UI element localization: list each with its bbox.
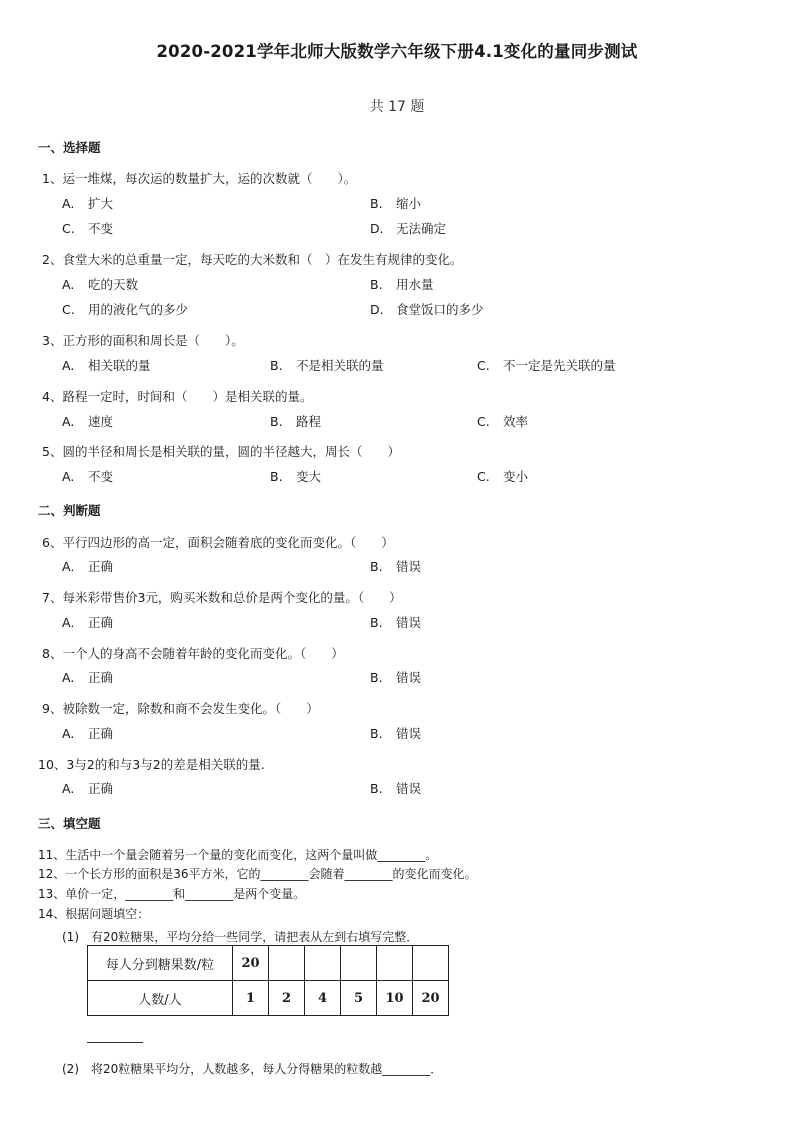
- option-letter: A.: [62, 469, 75, 484]
- section-heading-choice: 一、选择题: [38, 140, 101, 155]
- question-5-stem: 5、圆的半径和周长是相关联的量，圆的半径越大，周长（ ）: [42, 444, 400, 459]
- option-text: 变小: [503, 469, 529, 484]
- question-7-stem: 7、每米彩带售价3元，购买米数和总价是两个变化的量。（ ）: [42, 590, 402, 605]
- table-cell: 5: [341, 981, 377, 1016]
- option-letter: B.: [270, 414, 283, 429]
- option-text: 正确: [88, 559, 114, 574]
- q5-option-c[interactable]: [477, 467, 528, 485]
- question-12-stem: 12、一个长方形的面积是36平方米，它的________会随着________的变化而变化。: [38, 867, 477, 881]
- option-text: 路程: [296, 414, 322, 429]
- question-8-stem: 8、一个人的身高不会随着年龄的变化而变化。（ ）: [42, 646, 344, 661]
- table-row: [88, 946, 449, 981]
- option-letter: C.: [477, 469, 490, 484]
- table-cell-blank[interactable]: [305, 946, 341, 981]
- option-letter: C.: [477, 358, 490, 373]
- question-13-stem: 13、单价一定，________和________是两个变量。: [38, 887, 306, 901]
- option-text: 正确: [88, 781, 114, 796]
- option-text: 相关联的量: [88, 358, 151, 373]
- q4-option-b[interactable]: [270, 412, 321, 430]
- option-text: 错误: [396, 781, 422, 796]
- option-letter: A.: [62, 670, 75, 685]
- q8-option-a[interactable]: [62, 668, 113, 686]
- option-letter: A.: [62, 358, 75, 373]
- table-cell-blank[interactable]: [269, 946, 305, 981]
- option-text: 效率: [503, 414, 529, 429]
- question-6-stem: 6、平行四边形的高一定，面积会随着底的变化而变化。（ ）: [42, 535, 394, 550]
- answer-blank-line[interactable]: [87, 1042, 143, 1043]
- option-text: 用的液化气的多少: [88, 302, 189, 317]
- q2-option-c[interactable]: [62, 300, 188, 318]
- q10-option-a[interactable]: [62, 779, 113, 797]
- section-heading-judge: 二、判断题: [38, 503, 101, 518]
- option-letter: A.: [62, 414, 75, 429]
- question-14-part-2: (2) 将20粒糖果平均分，人数越多，每人分得糖果的粒数越________．: [62, 1062, 443, 1076]
- question-4-stem: 4、路程一定时，时间和（ ）是相关联的量。: [42, 389, 313, 404]
- question-11-stem: 11、生活中一个量会随着另一个量的变化而变化，这两个量叫做________。: [38, 848, 438, 862]
- question-14-part-1: (1) 有20粒糖果，平均分给一些同学，请把表从左到右填写完整．: [62, 930, 419, 944]
- q8-option-b[interactable]: [370, 668, 421, 686]
- candy-table: [87, 945, 449, 1016]
- option-text: 用水量: [396, 277, 434, 292]
- q1-option-a[interactable]: [62, 194, 113, 212]
- option-letter: D.: [370, 221, 384, 236]
- option-letter: B.: [370, 781, 383, 796]
- option-letter: A.: [62, 726, 75, 741]
- table-cell: 10: [377, 981, 413, 1016]
- q3-option-a[interactable]: [62, 356, 151, 374]
- option-letter: A.: [62, 781, 75, 796]
- table-cell-blank[interactable]: [341, 946, 377, 981]
- table-row: [88, 981, 449, 1016]
- question-14-stem: 14、根据问题填空：: [38, 907, 150, 921]
- option-letter: B.: [370, 277, 383, 292]
- q3-option-c[interactable]: [477, 356, 616, 374]
- option-text: 不变: [88, 221, 114, 236]
- option-text: 错误: [396, 726, 422, 741]
- option-letter: B.: [370, 670, 383, 685]
- q6-option-a[interactable]: [62, 557, 113, 575]
- q1-option-c[interactable]: [62, 219, 113, 237]
- option-text: 食堂饭口的多少: [396, 302, 484, 317]
- question-2-stem: 2、食堂大米的总重量一定，每天吃的大米数和（ ）在发生有规律的变化。: [42, 252, 463, 267]
- option-letter: B.: [270, 358, 283, 373]
- option-letter: C.: [62, 302, 75, 317]
- option-letter: B.: [370, 726, 383, 741]
- table-cell: 1: [233, 981, 269, 1016]
- option-text: 扩大: [88, 196, 114, 211]
- table-cell: 20: [413, 981, 449, 1016]
- q7-option-a[interactable]: [62, 613, 113, 631]
- q5-option-a[interactable]: [62, 467, 113, 485]
- option-text: 正确: [88, 670, 114, 685]
- table-cell: 20: [233, 946, 269, 981]
- q1-option-b[interactable]: [370, 194, 421, 212]
- table-cell: 2: [269, 981, 305, 1016]
- q2-option-a[interactable]: [62, 275, 138, 293]
- q10-option-b[interactable]: [370, 779, 421, 797]
- question-count: 共 17 题: [369, 99, 425, 115]
- option-text: 无法确定: [396, 221, 447, 236]
- table-cell-blank[interactable]: [413, 946, 449, 981]
- question-10-stem: 10、3与2的和与3与2的差是相关联的量.: [38, 757, 265, 772]
- option-letter: C.: [62, 221, 75, 236]
- option-text: 正确: [88, 726, 114, 741]
- option-letter: B.: [370, 615, 383, 630]
- option-letter: D.: [370, 302, 384, 317]
- option-text: 变大: [296, 469, 322, 484]
- option-text: 错误: [396, 615, 422, 630]
- option-text: 不一定是先关联的量: [503, 358, 616, 373]
- row-header: 每人分到糖果数/粒: [88, 946, 233, 981]
- row-header: 人数/人: [88, 981, 233, 1016]
- option-letter: B.: [370, 559, 383, 574]
- option-text: 缩小: [396, 196, 422, 211]
- question-1-stem: 1、运一堆煤，每次运的数量扩大，运的次数就（ ）。: [42, 171, 357, 186]
- q4-option-a[interactable]: [62, 412, 113, 430]
- q4-option-c[interactable]: [477, 412, 528, 430]
- option-text: 速度: [88, 414, 114, 429]
- q6-option-b[interactable]: [370, 557, 421, 575]
- option-letter: C.: [477, 414, 490, 429]
- option-text: 正确: [88, 615, 114, 630]
- q2-option-b[interactable]: [370, 275, 434, 293]
- option-letter: A.: [62, 277, 75, 292]
- q7-option-b[interactable]: [370, 613, 421, 631]
- q3-option-b[interactable]: [270, 356, 384, 374]
- option-text: 不变: [88, 469, 114, 484]
- q5-option-b[interactable]: [270, 467, 321, 485]
- option-letter: A.: [62, 615, 75, 630]
- option-text: 错误: [396, 670, 422, 685]
- page-title: 2020-2021学年北师大版数学六年级下册4.1变化的量同步测试: [156, 42, 638, 61]
- option-letter: B.: [370, 196, 383, 211]
- option-text: 不是相关联的量: [296, 358, 384, 373]
- q1-option-d[interactable]: [370, 219, 446, 237]
- table-cell-blank[interactable]: [377, 946, 413, 981]
- q2-option-d[interactable]: [370, 300, 484, 318]
- question-3-stem: 3、正方形的面积和周长是（ ）。: [42, 333, 244, 348]
- option-letter: B.: [270, 469, 283, 484]
- option-text: 错误: [396, 559, 422, 574]
- option-text: 吃的天数: [88, 277, 139, 292]
- section-heading-fill: 三、填空题: [38, 816, 101, 831]
- option-letter: A.: [62, 196, 75, 211]
- q9-option-a[interactable]: [62, 724, 113, 742]
- option-letter: A.: [62, 559, 75, 574]
- q9-option-b[interactable]: [370, 724, 421, 742]
- table-cell: 4: [305, 981, 341, 1016]
- question-9-stem: 9、被除数一定，除数和商不会发生变化。（ ）: [42, 701, 319, 716]
